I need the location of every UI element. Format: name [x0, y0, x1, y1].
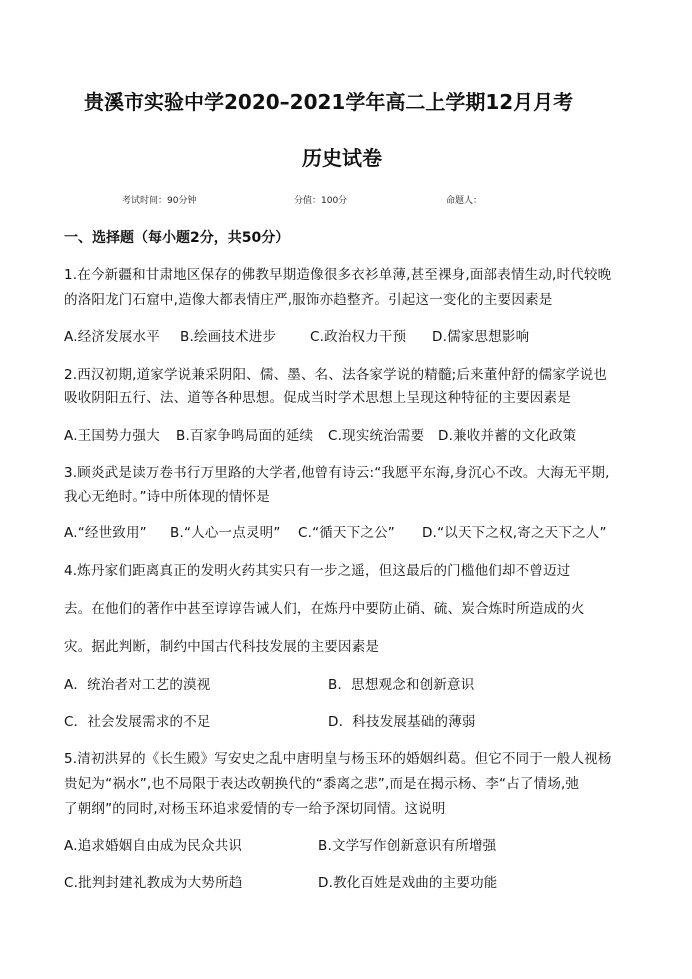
- q5-option-b: B.文学写作创新意识有所增强: [318, 838, 497, 854]
- q1-option-b: B.绘画技术进步: [180, 329, 277, 345]
- section-title: 一、选择题（每小题2分，共50分）: [64, 230, 290, 246]
- q4-stem-line3: 灾。据此判断，制约中国古代科技发展的主要因素是: [64, 639, 380, 655]
- exam-title-line1: 贵溪市实验中学2020–2021学年高二上学期12月月考: [84, 90, 574, 114]
- q4-stem-line2: 去。在他们的著作中甚至谆谆告诫人们，在炼丹中要防止硝、硫、炭合炼时所造成的火: [64, 601, 585, 617]
- q5-stem-line1: 5.清初洪昇的《长生殿》写安史之乱中唐明皇与杨玉环的婚姻纠葛。但它不同于一般人视杨: [64, 751, 612, 767]
- q5-option-c: C.批判封建礼教成为大势所趋: [64, 875, 243, 891]
- exam-setter: 命题人：: [446, 196, 483, 206]
- exam-score: 分值：100分: [294, 196, 348, 206]
- q5-option-d: D.教化百姓是戏曲的主要功能: [318, 875, 498, 891]
- q1-stem-line2: 的洛阳龙门石窟中,造像大都表情庄严,服饰亦趋整齐。引起这一变化的主要因素是: [64, 292, 553, 308]
- exam-time: 考试时间：90分钟: [122, 196, 197, 206]
- q1-stem-line1: 1.在今新疆和甘肃地区保存的佛教早期造像很多衣衫单薄,甚至裸身,面部表情生动,时代较晚: [64, 267, 612, 283]
- q4-option-c: C．社会发展需求的不足: [64, 714, 211, 730]
- q2-option-a: A.王国势力强大: [64, 428, 160, 444]
- q3-stem-line1: 3.顾炎武是读万卷书行万里路的大学者,他曾有诗云:“我愿平东海,身沉心不改。大海无平期,: [64, 465, 610, 481]
- exam-title-line2: 历史试卷: [302, 146, 382, 170]
- q2-option-d: D.兼收并蓄的文化政策: [438, 428, 577, 444]
- q5-stem-line3: 了朝纲”的同时,对杨玉环追求爱情的专一给予深切同情。这说明: [64, 801, 446, 817]
- q5-option-a: A.追求婚姻自由成为民众共识: [64, 838, 243, 854]
- q3-stem-line2: 我心无绝时。”诗中所体现的情怀是: [64, 489, 270, 505]
- q3-option-d: D.“以天下之权,寄之天下之人”: [422, 525, 607, 541]
- q2-option-c: C.现实统治需要: [328, 428, 425, 444]
- q3-option-b: B.“人心一点灵明”: [170, 525, 281, 541]
- q2-stem-line2: 吸收阴阳五行、法、道等各种思想。促成当时学术思想上呈现这种特征的主要因素是: [64, 390, 571, 406]
- q2-option-b: B.百家争鸣局面的延续: [176, 428, 314, 444]
- q4-option-a: A．统治者对工艺的漠视: [64, 677, 211, 693]
- q1-option-a: A.经济发展水平: [64, 329, 160, 345]
- q1-option-c: C.政治权力干预: [310, 329, 407, 345]
- q3-option-a: A.“经世致用”: [64, 525, 147, 541]
- q5-stem-line2: 贵妃为“祸水”,也不局限于表达改朝换代的“黍离之悲”,而是在揭示杨、李“占了情场,弛: [64, 776, 580, 792]
- q4-option-b: B．思想观念和创新意识: [328, 677, 475, 693]
- q3-option-c: C.“循天下之公”: [298, 525, 396, 541]
- q4-option-d: D．科技发展基础的薄弱: [328, 714, 476, 730]
- q4-stem-line1: 4.炼丹家们距离真正的发明火药其实只有一步之遥，但这最后的门槛他们却不曾迈过: [64, 563, 571, 579]
- q1-option-d: D.儒家思想影响: [432, 329, 530, 345]
- q2-stem-line1: 2.西汉初期,道家学说兼采阴阳、儒、墨、名、法各家学说的精髓;后来董仲舒的儒家学说也: [64, 367, 608, 383]
